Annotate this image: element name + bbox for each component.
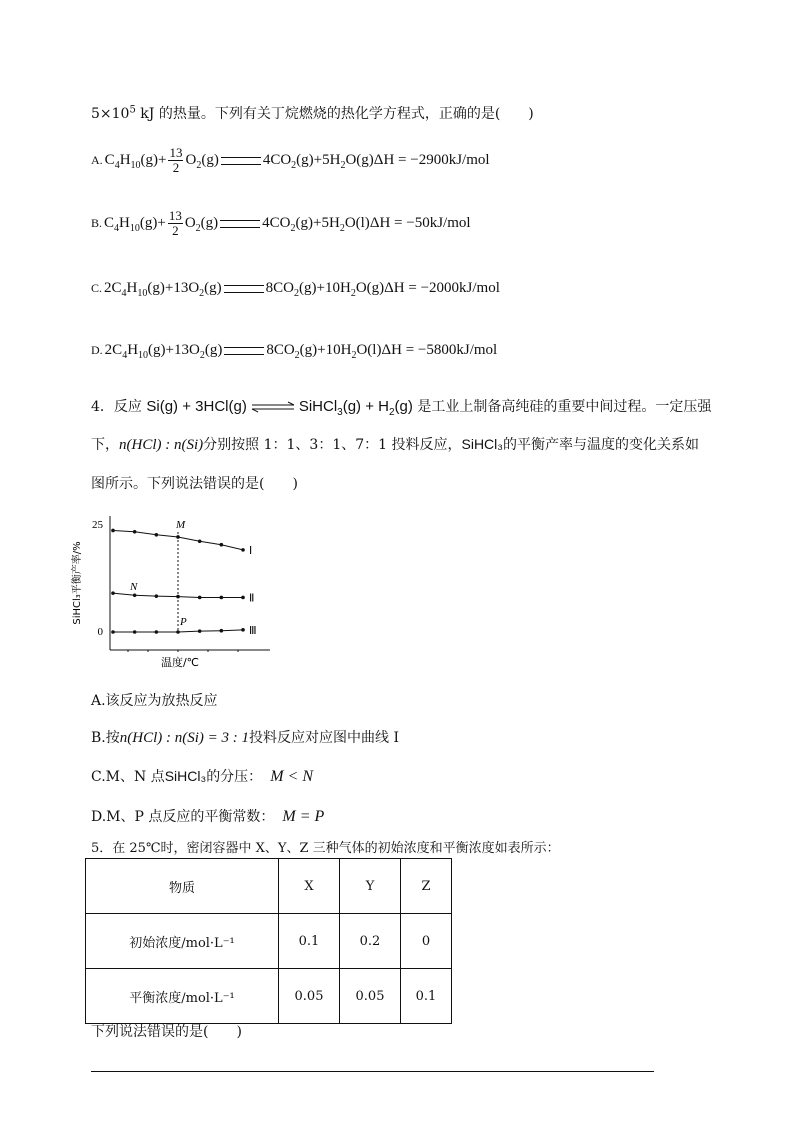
option-c-label: C. bbox=[91, 281, 103, 295]
table-header: 物质 bbox=[86, 859, 279, 914]
option-c-dh: ΔH = −2000kJ/mol bbox=[384, 280, 500, 296]
option-d-dh: ΔH = −5800kJ/mol bbox=[381, 342, 498, 358]
intro-text: kJ 的热量。下列有关丁烷燃烧的热化学方程式，正确的是( ) bbox=[140, 106, 534, 122]
table-header-row bbox=[86, 859, 452, 914]
q4-line1: 4．反应 Si(g) + 3HCl(g) SiHCl$_3$(g) + $H_2(g)$ 是工业上制备高纯硅的重要中间过程。一定压强 bbox=[91, 398, 712, 418]
series-2-point bbox=[176, 595, 180, 599]
q4-line3: 图所示。下列说法错误的是( ) bbox=[91, 476, 298, 492]
option-b-label: B. bbox=[91, 215, 103, 230]
point-label-m: M bbox=[176, 519, 186, 531]
option-b-dh: ΔH = −50kJ/mol bbox=[369, 214, 471, 231]
q4-suffix: 是工业上制备高纯硅的重要中间过程。一定压强 bbox=[417, 399, 712, 415]
option-d-label: D. bbox=[91, 343, 103, 357]
table-cell: 初始浓度/mol·L⁻¹ bbox=[86, 914, 279, 969]
q4-option-c bbox=[91, 766, 313, 786]
point-label-n: N bbox=[130, 581, 138, 593]
option-a: A. $C_4H_{10}(g)+$ $\frac{13}{2}$ $O_2(g) 4CO_2(g)+5H_2O(g)\Delta H = -2900kJ/mol$ bbox=[91, 145, 490, 175]
y-axis-label: SiHCl₃平衡产率/% bbox=[72, 541, 83, 625]
x-axis-label: 温度/℃ bbox=[160, 656, 200, 669]
q4-option-b bbox=[91, 727, 399, 747]
q5-title: 5．在 25℃时，密闭容器中 X、Y、Z 三种气体的初始浓度和平衡浓度如表所示： bbox=[91, 841, 560, 856]
q4-option-d bbox=[91, 806, 324, 826]
intro-prefix: 5×10 bbox=[91, 106, 130, 122]
series-3-point bbox=[155, 630, 159, 634]
q4-line2-b: 分别按照 1：1、3：1、7：1 投料反应， bbox=[203, 437, 462, 453]
option-c: C. $2C_4H_{10}(g)+13O_2(g) 8CO_2(g)+10H_2O(g)\Delta H = -2000kJ/mol$ bbox=[91, 280, 500, 299]
q4-option-b-prefix: B.按 bbox=[91, 730, 120, 746]
table-cell: 0.2 bbox=[340, 914, 401, 969]
series-1-point bbox=[198, 539, 202, 543]
q4-option-d-math: M = P bbox=[282, 808, 325, 825]
q4-line2 bbox=[91, 434, 699, 454]
q4-prefix: 4．反应 bbox=[91, 399, 142, 415]
table-cell: 平衡浓度/mol·L⁻¹ bbox=[86, 969, 279, 1024]
series-1-point bbox=[176, 535, 180, 539]
series-2-point bbox=[198, 596, 202, 600]
table-cell: 0.1 bbox=[401, 969, 452, 1024]
table-cell: 0 bbox=[401, 914, 452, 969]
series-2-point bbox=[133, 593, 137, 597]
q4-line2-a: 下， bbox=[91, 437, 119, 453]
q4-option-c-text: 的分压： bbox=[206, 769, 263, 785]
q4-option-b-suffix: 投料反应对应图中曲线 I bbox=[249, 730, 399, 746]
ytick-25: 25 bbox=[92, 519, 103, 531]
series-3-point bbox=[133, 630, 137, 634]
intro-exponent: 5 bbox=[129, 104, 136, 116]
series-2-point bbox=[111, 591, 115, 595]
series-label-2: Ⅱ bbox=[249, 592, 255, 605]
q4-ratio: n(HCl) : n(Si) bbox=[119, 437, 204, 453]
option-a-label: A. bbox=[91, 152, 103, 167]
concentration-table bbox=[85, 858, 452, 1024]
series-1-point bbox=[220, 543, 224, 547]
ytick-0: 0 bbox=[97, 626, 103, 638]
intro-line bbox=[91, 103, 534, 123]
table-header: Y bbox=[340, 859, 401, 914]
q4-option-c-math: M < N bbox=[270, 768, 313, 785]
series-3-point bbox=[241, 628, 245, 632]
q4-line2-d: 的平衡产率与温度的变化关系如 bbox=[502, 437, 699, 453]
series-label-1: Ⅰ bbox=[249, 544, 253, 557]
series-3-point bbox=[198, 629, 202, 633]
series-1-point bbox=[155, 533, 159, 537]
bottom-rule bbox=[91, 1071, 654, 1072]
table-cell: 0.1 bbox=[279, 914, 340, 969]
q5-after: 下列说法错误的是( ) bbox=[91, 1024, 242, 1040]
series-1-point bbox=[241, 548, 245, 552]
q4-option-a: A.该反应为放热反应 bbox=[91, 693, 218, 709]
table-row bbox=[86, 969, 452, 1024]
series-1-point bbox=[133, 530, 137, 534]
series-2-point bbox=[241, 596, 245, 600]
option-a-dh: ΔH = −2900kJ/mol bbox=[373, 151, 490, 168]
table-header: X bbox=[279, 859, 340, 914]
series-label-3: Ⅲ bbox=[249, 624, 257, 637]
option-d: D. $2C_4H_{10}(g)+13O_2(g) 8CO_2(g)+10H_2O(l)\Delta H = -5800kJ/mol$ bbox=[91, 342, 498, 361]
series-2-point bbox=[155, 594, 159, 598]
q4-option-d-prefix: D.M、P 点反应的平衡常数： bbox=[91, 809, 275, 825]
q4-line2-c: SiHCl₃ bbox=[461, 436, 503, 452]
q4-option-c-prefix: C.M、N 点 bbox=[91, 769, 165, 785]
series-1-point bbox=[111, 529, 115, 533]
yield-chart bbox=[72, 508, 278, 673]
table-cell: 0.05 bbox=[340, 969, 401, 1024]
table-cell: 0.05 bbox=[279, 969, 340, 1024]
series-3-point bbox=[111, 630, 115, 634]
point-label-p: P bbox=[180, 616, 187, 628]
table-row bbox=[86, 914, 452, 969]
series-3-point bbox=[220, 629, 224, 633]
series-3-point bbox=[176, 630, 180, 634]
option-b: B. $C_4H_{10}(g)+$ $\frac{13}{2}$ $O_2(g) 4CO_2(g)+5H_2O(l)\Delta H = -50kJ/mol$ bbox=[91, 208, 471, 238]
q4-option-b-math: n(HCl) : n(Si) = 3 : 1 bbox=[119, 730, 250, 746]
table-header: Z bbox=[401, 859, 452, 914]
q4-option-c-mid: SiHCl₃ bbox=[164, 768, 207, 784]
series-2-point bbox=[220, 596, 224, 600]
